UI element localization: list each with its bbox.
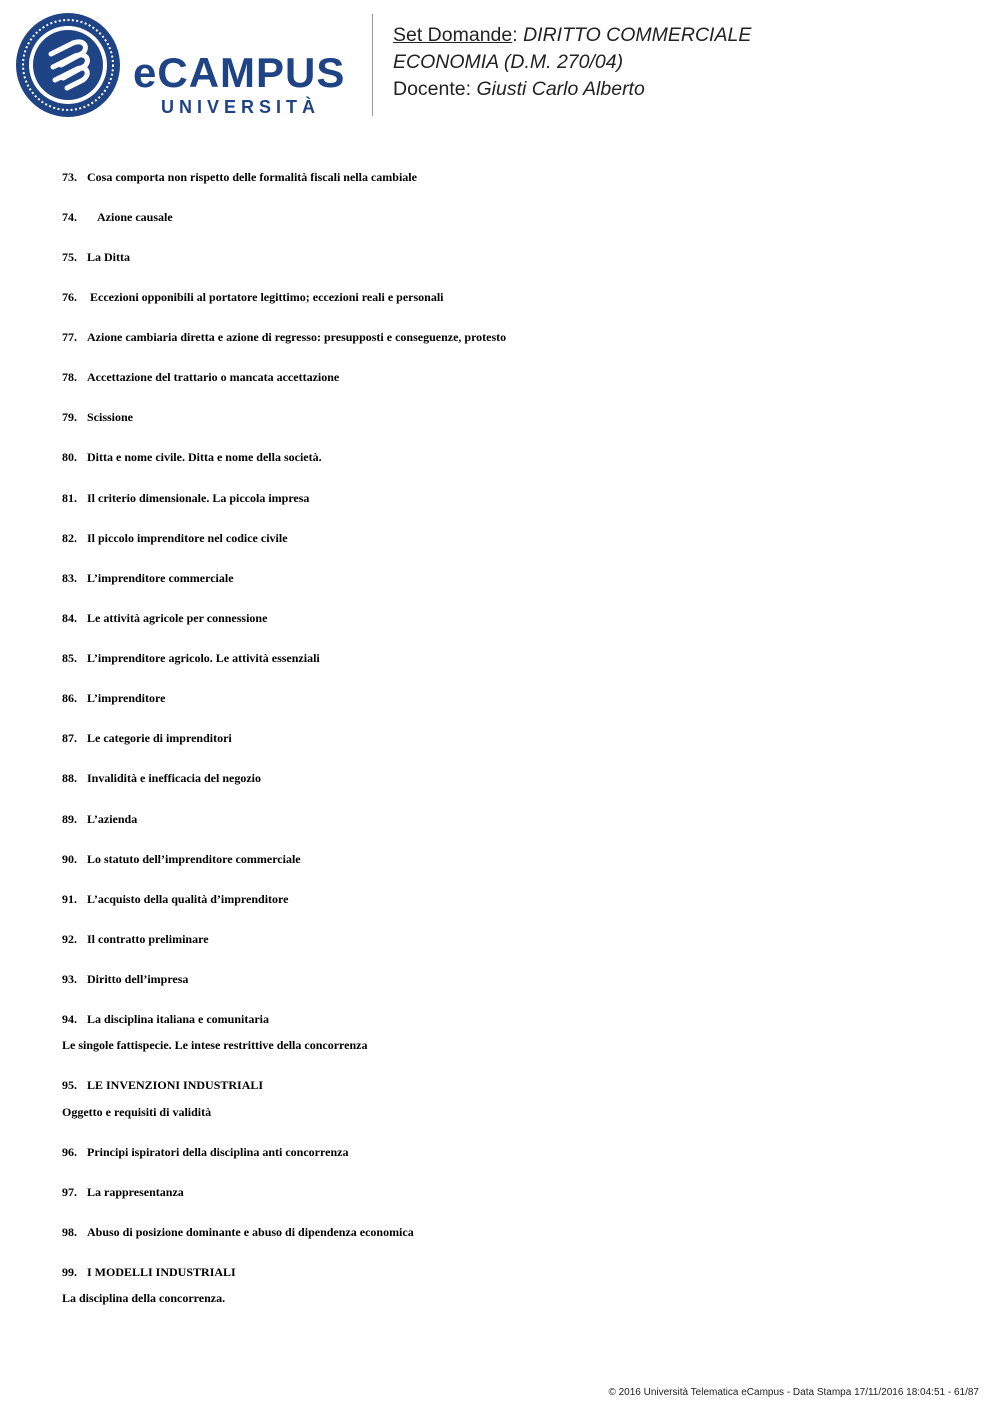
question-number: 99. <box>62 1265 77 1279</box>
course-line-1 <box>393 22 751 49</box>
question-79 <box>62 410 133 424</box>
question-number: 76. <box>62 290 77 304</box>
question-77 <box>62 330 506 344</box>
question-number: 96. <box>62 1145 77 1159</box>
question-number: 80. <box>62 450 77 464</box>
question-number: 81. <box>62 491 77 505</box>
question-83 <box>62 571 234 585</box>
page-footer: © 2016 Università Telematica eCampus - Data Stampa 17/11/2016 18:04:51 - 61/87 <box>608 1387 979 1398</box>
question-number: 92. <box>62 932 77 946</box>
teacher-line <box>393 76 751 103</box>
logo-wordmark: eCAMPUS <box>133 49 346 96</box>
question-number: 77. <box>62 330 77 344</box>
question-text: I MODELLI INDUSTRIALI <box>87 1265 236 1279</box>
question-87 <box>62 731 232 745</box>
question-99-subtitle: La disciplina della concorrenza. <box>62 1291 226 1305</box>
question-number: 88. <box>62 771 77 785</box>
question-90 <box>62 852 301 866</box>
question-95 <box>62 1078 263 1092</box>
question-number: 87. <box>62 731 77 745</box>
set-label: Set Domande <box>393 24 513 46</box>
set-colon: : <box>512 24 518 46</box>
question-89 <box>62 812 137 826</box>
question-text: La disciplina italiana e comunitaria <box>87 1012 270 1026</box>
question-number: 84. <box>62 611 77 625</box>
question-98 <box>62 1225 414 1239</box>
course-header <box>393 22 751 103</box>
question-99 <box>62 1265 236 1279</box>
question-91 <box>62 892 288 906</box>
question-88 <box>62 771 261 785</box>
question-number: 95. <box>62 1078 77 1092</box>
question-96 <box>62 1145 348 1159</box>
question-text: Il piccolo imprenditore nel codice civile <box>87 531 288 545</box>
header-divider <box>372 14 373 116</box>
question-text: L’imprenditore commerciale <box>87 571 234 585</box>
question-number: 79. <box>62 410 77 424</box>
question-number: 74. <box>62 210 77 224</box>
question-text: Le categorie di imprenditori <box>87 731 232 745</box>
question-number: 90. <box>62 852 77 866</box>
question-85 <box>62 651 320 665</box>
question-80 <box>62 450 322 464</box>
question-text: Abuso di posizione dominante e abuso di dipendenza economica <box>87 1225 414 1239</box>
question-number: 94. <box>62 1012 77 1026</box>
question-text: L’imprenditore agricolo. Le attività essenziali <box>87 651 320 665</box>
question-text: Accettazione del trattario o mancata accettazione <box>87 370 340 384</box>
question-73 <box>62 170 417 184</box>
teacher-name: Giusti Carlo Alberto <box>476 78 645 100</box>
question-94 <box>62 1012 269 1026</box>
question-number: 93. <box>62 972 77 986</box>
question-number: 82. <box>62 531 77 545</box>
question-text: Il criterio dimensionale. La piccola impresa <box>87 491 310 505</box>
question-76 <box>62 290 444 304</box>
question-text: Azione cambiaria diretta e azione di regresso: presupposti e conseguenze, protesto <box>87 330 507 344</box>
question-93 <box>62 972 188 986</box>
question-number: 75. <box>62 250 77 264</box>
question-97 <box>62 1185 184 1199</box>
question-86 <box>62 691 165 705</box>
question-text: Eccezioni opponibili al portatore legittimo; eccezioni reali e personali <box>90 290 444 304</box>
question-text: Il contratto preliminare <box>87 932 209 946</box>
teacher-label: Docente: <box>393 78 472 100</box>
question-number: 97. <box>62 1185 77 1199</box>
question-92 <box>62 932 209 946</box>
question-text: Principi ispiratori della disciplina anti concorrenza <box>87 1145 349 1159</box>
question-text: Ditta e nome civile. Ditta e nome della società. <box>87 450 322 464</box>
question-text: Cosa comporta non rispetto delle formalità fiscali nella cambiale <box>87 170 417 184</box>
question-94-subtitle: Le singole fattispecie. Le intese restrittive della concorrenza <box>62 1038 368 1052</box>
question-text: Azione causale <box>97 210 173 224</box>
question-text: Diritto dell’impresa <box>87 972 189 986</box>
question-75 <box>62 250 130 264</box>
question-number: 73. <box>62 170 77 184</box>
ecampus-logo <box>15 12 360 118</box>
question-number: 98. <box>62 1225 77 1239</box>
course-title-1: DIRITTO COMMERCIALE <box>523 24 752 46</box>
question-text: L’acquisto della qualità d’imprenditore <box>87 892 289 906</box>
question-number: 86. <box>62 691 77 705</box>
question-text: L’azienda <box>87 812 138 826</box>
question-text: Le attività agricole per connessione <box>87 611 268 625</box>
question-95-subtitle: Oggetto e requisiti di validità <box>62 1105 212 1119</box>
question-text: Invalidità e inefficacia del negozio <box>87 771 261 785</box>
question-text: Lo statuto dell’imprenditore commerciale <box>87 852 301 866</box>
question-74 <box>62 210 173 224</box>
question-number: 91. <box>62 892 77 906</box>
question-78 <box>62 370 339 384</box>
question-number: 78. <box>62 370 77 384</box>
question-number: 83. <box>62 571 77 585</box>
ecampus-seal-icon <box>15 12 121 118</box>
question-81 <box>62 491 309 505</box>
course-title-2: ECONOMIA (D.M. 270/04) <box>393 51 624 73</box>
question-text: La Ditta <box>87 250 130 264</box>
question-text: Scissione <box>87 410 134 424</box>
question-text: La rappresentanza <box>87 1185 184 1199</box>
question-number: 89. <box>62 812 77 826</box>
question-82 <box>62 531 288 545</box>
logo-subtitle: UNIVERSITÀ <box>161 97 321 117</box>
question-84 <box>62 611 267 625</box>
question-text: L’imprenditore <box>87 691 166 705</box>
question-number: 85. <box>62 651 77 665</box>
question-text: LE INVENZIONI INDUSTRIALI <box>87 1078 264 1092</box>
course-line-2 <box>393 49 751 76</box>
